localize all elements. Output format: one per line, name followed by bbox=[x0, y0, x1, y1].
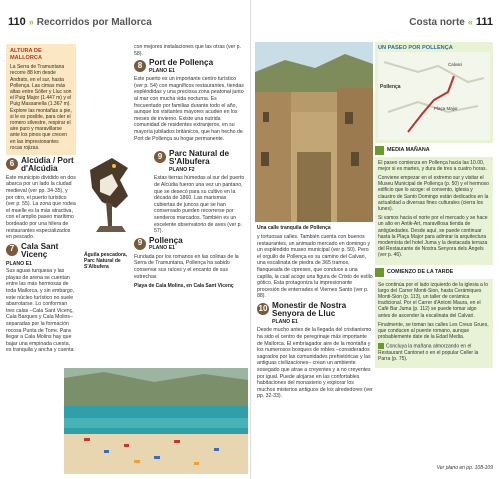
section-number-badge: 7 bbox=[6, 244, 18, 256]
map-label-calvari: Calvari bbox=[448, 61, 463, 67]
street-illustration bbox=[255, 42, 373, 222]
section-text: Estas tierras húmedas al sur del puerto de Alcúdia fueron una vez un pantano, que se desecó para su cultivo en la década de 1860. Las marismas cubiertas de juncos que se han conservado pueden recorrerse por senderos marcados. También es un excelente observatorio de aves (ver p. 57). bbox=[154, 175, 245, 235]
beach-photo bbox=[64, 368, 248, 474]
right-page bbox=[250, 0, 500, 479]
morning-paragraph: Conviene empezar en el extremo sur y visitar el Museu Municipal de Pollença (p. 50) y el hermoso edificio que lo acoge: el convento, iglesia y claustro de Santo Domingo están dedicados en la actualidad a diversas fines culturales (cierra los lunes). bbox=[378, 175, 489, 213]
map-label-plaza: Plaça Major bbox=[434, 105, 458, 111]
right-column-1 bbox=[257, 234, 373, 402]
section-title: Pollença bbox=[149, 235, 183, 245]
section-title: Alcúdia / Port d'Alcúdia bbox=[21, 156, 74, 174]
page-number: 110 bbox=[8, 16, 26, 28]
map-reference: PLANO E1 bbox=[149, 245, 175, 252]
map-reference: PLANO E1 bbox=[6, 260, 32, 267]
left-page-header bbox=[8, 16, 152, 28]
section-text: Este municipio dividido en dos abarca por un lado la ciudad medieval (ver pp. 34-35), y por otro, el puerto turístico (ver p. 55). La zona que rodea el muelle es la más atractiva, con el amplio paseo marítimo bordeado por una hilera de restaurantes especializados en pescado. bbox=[6, 174, 76, 241]
checkbox-icon bbox=[378, 343, 384, 349]
section-number-badge: 9 bbox=[134, 238, 146, 250]
morning-heading: MEDIA MAÑANA bbox=[375, 146, 493, 155]
section-title: Port de Pollença bbox=[149, 58, 214, 68]
afternoon-paragraph: Concluya la mañana almorzando en el Restaurant Cantonet o en el popular Celler la Parra (p. 75). bbox=[378, 343, 479, 363]
map-reference: PLANO E1 bbox=[272, 318, 298, 325]
section-title: Cala Sant Vicenç bbox=[21, 241, 59, 260]
afternoon-box bbox=[375, 279, 493, 369]
morning-paragraph: Si vamos hacia el norte por el mercado y se hace un alto en Antik-Art, maravillosa tienda de antigüedades. Desde aquí, se puede continuar hasta la Plaça Major para admirar la arquitectura modernista del hotel Juma y la destacada terraza del Restaurante de Nostra Senyora dels Àngels (ver p. 46). bbox=[378, 215, 488, 259]
section-number-badge: 8 bbox=[134, 60, 146, 72]
section-text: Este puerto es un importante centro turístico (ver p. 54) con magníficos restaurantes, tiendas espléndidas y una preciosa zona peatonal junto al mar con mucha vida nocturna. Es frecuentado por familias durante todo el año, aunque los visitantes mayores acuden en los meses de invierno. Existe una nutrida comunidad de residentes extranjeros, en su mayoría jubilados británicos, que han hecho de Port de Pollença su hogar permanente. bbox=[134, 76, 244, 142]
walk-map-box bbox=[375, 42, 493, 143]
morning-paragraph: El paseo comienza en Pollença hacia las 10.00, mejor si es martes, y dura de tres a cuatro horas. bbox=[378, 159, 487, 172]
section-lluc-heading bbox=[257, 302, 373, 326]
section-number-badge: 9 bbox=[154, 151, 166, 163]
section-continuation-text: con mejores instalaciones que las otras (ver p. 58). bbox=[134, 44, 241, 57]
map-reference-footer: Ver plano en pp. 108-109 bbox=[436, 465, 493, 471]
sidebar-box bbox=[6, 44, 76, 155]
beach-caption: Playa de Cala Molins, en Cala Sant Vicenç bbox=[134, 283, 234, 290]
walk-map-title: UN PASEO POR POLLENÇA bbox=[378, 45, 453, 51]
walk-map-illustration bbox=[378, 52, 490, 140]
map-reference: PLANO E1 bbox=[149, 67, 175, 74]
afternoon-heading: COMIENZO DE LA TARDE bbox=[375, 268, 493, 277]
section-title: Parc Natural de S'Albufera bbox=[169, 149, 230, 167]
page-section-title: Recorridos por Mallorca bbox=[36, 17, 152, 28]
section-port-de-pollenca-heading bbox=[134, 59, 244, 75]
section-cala-sant-vicenc-heading bbox=[6, 243, 76, 260]
sun-icon bbox=[375, 146, 384, 155]
section-number-badge: 6 bbox=[6, 158, 18, 170]
left-column-2-lower bbox=[134, 148, 246, 289]
right-page-header bbox=[409, 16, 493, 28]
map-label-town: Pollença bbox=[380, 83, 401, 90]
section-text: Fundada por los romanos en las colinas de la Serra de Tramuntana, Pollença ha sabido conservar sus raíces y el encanto de sus estrechas bbox=[134, 253, 239, 280]
afternoon-paragraph: Finalmente, se toman las calles Les Creus Grues, que conducen al puente romano, aunque probablemente date de la Edad Media. bbox=[378, 321, 489, 341]
section-number-badge: 10 bbox=[257, 303, 269, 315]
section-separator: » bbox=[28, 17, 34, 27]
morning-box bbox=[375, 157, 493, 265]
sidebar-title: ALTURA DE MALLORCA bbox=[10, 48, 43, 61]
section-alcudia-heading bbox=[6, 157, 76, 174]
section-separator: « bbox=[467, 17, 473, 27]
street-photo bbox=[255, 42, 373, 222]
left-column-2 bbox=[134, 44, 244, 144]
osprey-photo bbox=[82, 150, 134, 250]
left-column-1 bbox=[6, 44, 76, 356]
street-caption: Una calle tranquila de Pollença bbox=[257, 225, 331, 231]
section-pollenca-heading bbox=[134, 237, 246, 253]
sidebar-text: La Serra de Tramuntana recorre 88 km desde Andratx, en el sur, hasta Pollença. Las cimas más altas entre Sóller y Lluc son el Puig Major (1.447 m) y el Puig Massanella (1.367 m). Explore las montañas a pie, si le es posible, para oler el romero silvestre, respirar el aire puro y maravillarse ante los pinos que crecen en las impresionantes rocas rojizas. bbox=[10, 64, 72, 151]
section-continuation-text: y tortuosas calles. También cuenta con buenos restaurantes, un animado mercado en domingo y un espléndido museo municipal (ver p. 50). Pero el orgullo de Pollença es su camino del Calvari, una escalinata de piedra de 365 tramos, flanqueada de cipreses, que conduce a una capilla, la cual acoge una figura de Cristo de estilo gótico. Esta protagoniza la impresionante procesión de enterrades el Viernes Santo (ver p. 88). bbox=[257, 234, 373, 300]
walk-map bbox=[378, 52, 490, 140]
beach-illustration bbox=[64, 368, 248, 474]
osprey-illustration bbox=[82, 150, 134, 250]
page-section-title: Costa norte bbox=[409, 17, 465, 28]
map-reference: PLANO F2 bbox=[169, 166, 195, 173]
section-text: Desde mucho antes de la llegada del cristianismo ha sido el centro de peregrinaje más importante de Mallorca. El embriagador aire de la montaña y los numerosos bosques de robles –considerados sagrados por las comunidades prehistóricas y las antiguas civilizaciones– crean un ambiente sosegado que atrae a creyentes y a no creyentes por igual. Puede alojarse en las confortables habitaciones del monasterio y explorar los muchos misterios antiguos de los alrededores (ver pp. 32-33). bbox=[257, 327, 373, 400]
walk-sidebar bbox=[375, 42, 493, 368]
section-title: Monestir de Nostra Senyora de Lluc bbox=[272, 300, 347, 319]
section-salbufera-heading bbox=[154, 150, 246, 174]
afternoon-paragraph: Se continúa por el lado izquierdo de la iglesia a lo largo del Carrer Monti-Sion, hasta Cerámiques Monti-Sion (p. 113), un taller de cerámica tradicional. Por el Carrer d'Antoni Maura, en el Cafè Bar Juma (p. 112) se puede tomar algo antes de ascender la escalinata del Calvari. bbox=[378, 281, 489, 319]
section-text: Sus aguas turquesa y las playas de arena se cuentan entre las más hermosas de toda Mallorca, y sin embargo, este núcleo turístico no suele abarrotarse. Lo conforman tres calas –Cala Sant Vicenç, Cala Barques y Cala Molins– separadas por la formación rocosa Punta de Torre. Para llegar a Cala Molins hay que bajar una empinada cuesta, es tranquila y ancha y cuenta bbox=[6, 268, 75, 354]
clock-icon bbox=[375, 268, 384, 277]
page-number: 111 bbox=[475, 16, 493, 28]
osprey-caption: Águila pescadora, Parc Natural de S'Albufera bbox=[84, 252, 128, 270]
